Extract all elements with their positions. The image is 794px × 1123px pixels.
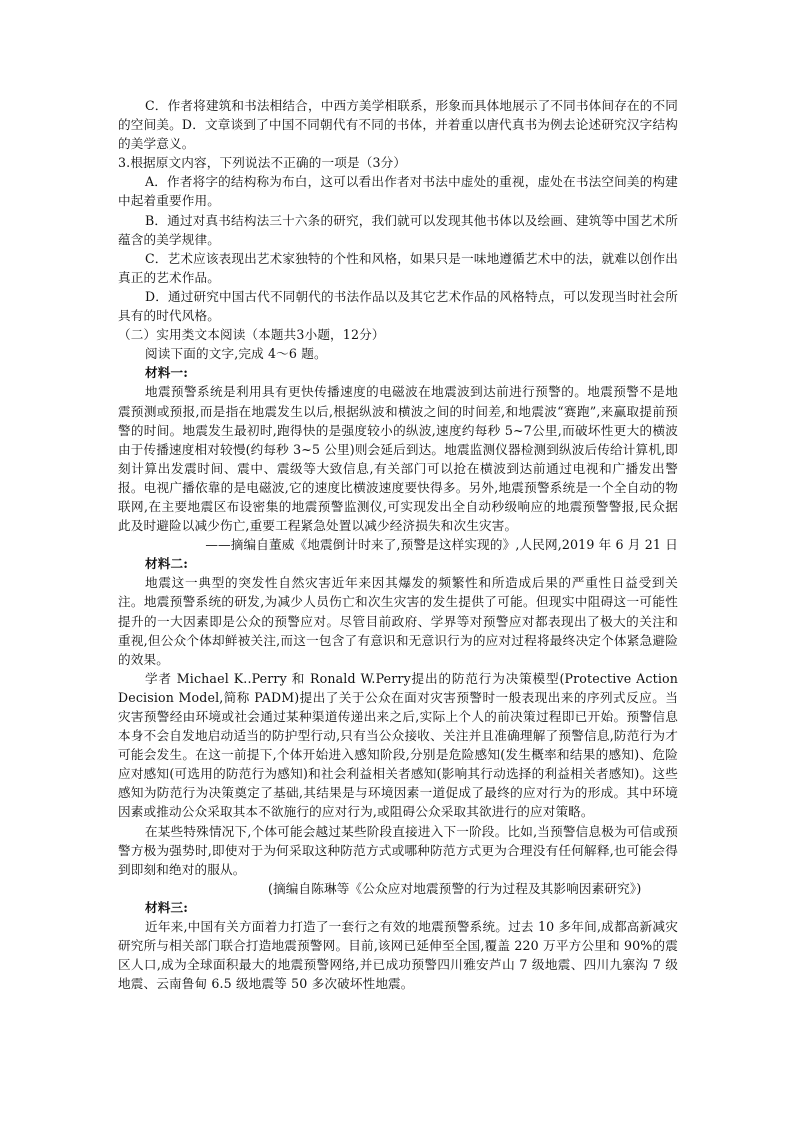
q2-option-c-d: C．作者将建筑和书法相结合，中西方美学相联系，形象而具体地展示了不同书体间存在的不同的空间美。D．文章谈到了中国不同朝代有不同的书体，并着重以唐代真书为例去论述研究汉字结构的美学意义。 bbox=[118, 98, 678, 152]
material-1-body: 地震预警系统是利用具有更快传播速度的电磁波在地震波到达前进行预警的。地震预警不是地震预测或预报,而是指在地震发生以后,根据纵波和横波之间的时间差,和地震波“赛跑”,来赢取提前预警的时间。地震发生最初时,跑得快的是强度较小的纵波,速度约每秒 5~7公里,而破坏性更大的横波由于传播速度相对较慢(约每秒 3~5 公里)则会延后到达。地震监测仪器检测到纵波后传给计算机,即刻计算出发震时间、震中、震级等大致信息,有关部门可以抢在横波到达前通过电视和广播发出警报。电视广播依靠的是电磁波,它的速度比横波速度要快得多。另外,地震预警系统是一个全自动的物联网,在主要地震区布设密集的地震预警监测仪,可实现发出全自动秒级响应的地震预警警报,民众据此及时避险以减少伤亡,重要工程紧急处置以减少经济损失和次生灾害。 bbox=[118, 384, 678, 534]
document-page bbox=[118, 96, 678, 993]
material-2-paragraph-2: 学者 Michael K..Perry 和 Ronald W.Perry提出的防范行为决策模型(Protective Action Decision Model,简称 PADM)提出了关于公众在面对灾害预警时一般表现出来的序列式反应。当灾害预警经由环境或社会通过某种渠道传递出来之后,实际上个人的前决策过程即已开始。预警信息本身不会自发地启动适当的防护型行动,只有当公众接收、关注并且准确理解了预警信息,防范行为才可能会发生。在这一前提下,个体开始进入感知阶段,分别是危险感知(发生概率和结果的感知)、危险应对感知(可选用的防范行为感知)和社会利益相关者感知(影响其行动选择的利益相关者感知)。这些感知为防范行为决策奠定了基础,其结果是与环境因素一道促成了最终的应对行为的形成。其中环境因素或推动公众采取其本不欲施行的应对行为,或阻碍公众采取其欲进行的应对策略。 bbox=[118, 670, 678, 820]
material-2-paragraph-3: 在某些特殊情况下,个体可能会越过某些阶段直接进入下一阶段。比如,当预警信息极为可信或预警方极为强势时,即使对于为何采取这种防范方式或哪种防范方式更为合理没有任何解释,也可能会得到即刻和绝对的服从。 bbox=[118, 823, 678, 877]
material-3-label: 材料三: bbox=[145, 899, 189, 915]
q3-option-b: B．通过对真书结构法三十六条的研究，我们就可以发现其他书体以及绘画、建筑等中国艺术所蕴含的美学规律。 bbox=[118, 212, 678, 247]
material-3-body: 近年来,中国有关方面着力打造了一套行之有效的地震预警系统。过去 10 多年间,成都高新减灾研究所与相关部门联合打造地震预警网。目前,该网已延伸至全国,覆盖 220 万平方公里和 90%的震区人口,成为全球面积最大的地震预警网络,并已成功预警四川雅安芦山 7 级地震、四川九寨沟 7 级地震、云南鲁甸 6.5 级地震等 50 多次破坏性地震。 bbox=[118, 919, 678, 992]
material-1-source: ——摘编自董威《地震倒计时来了,预警是这样实现的》,人民网,2019 年 6 月 21 日 bbox=[205, 537, 678, 553]
q3-stem: 3.根据原文内容，下列说法不正确的一项是（3分） bbox=[118, 155, 407, 171]
q3-option-c: C．艺术应该表现出艺术家独特的个性和风格，如果只是一味地遵循艺术中的法，就难以创作出真正的艺术作品。 bbox=[118, 250, 678, 285]
q3-option-a: A．作者将字的结构称为布白，这可以看出作者对书法中虚处的重视，虚处在书法空间美的构建中起着重要作用。 bbox=[118, 174, 678, 209]
material-2-paragraph-1: 地震这一典型的突发性自然灾害近年来因其爆发的频繁性和所造成后果的严重性日益受到关注。地震预警系统的研发,为减少人员伤亡和次生灾害的发生提供了可能。但现实中阻碍这一可能性提升的一大因素即是公众的预警应对。尽管目前政府、学界等对预警应对都表现出了极大的关注和重视,但公众个体却鲜被关注,而这一包含了有意识和无意识行为的应对过程将最终决定个体紧急避险的效果。 bbox=[118, 575, 678, 667]
section-heading: （二）实用类文本阅读（本题共3小题，12分） bbox=[118, 327, 385, 343]
material-1-label: 材料一: bbox=[145, 365, 189, 381]
material-2-source: (摘编自陈琳等《公众应对地震预警的行为过程及其影响因素研究》) bbox=[268, 880, 642, 896]
q3-option-d: D．通过研究中国古代不同朝代的书法作品以及其它艺术作品的风格特点，可以发现当时社会所具有的时代风格。 bbox=[118, 288, 678, 324]
section-instruction: 阅读下面的文字,完成 4～6 题。 bbox=[145, 346, 327, 362]
material-2-label: 材料二: bbox=[145, 556, 189, 572]
